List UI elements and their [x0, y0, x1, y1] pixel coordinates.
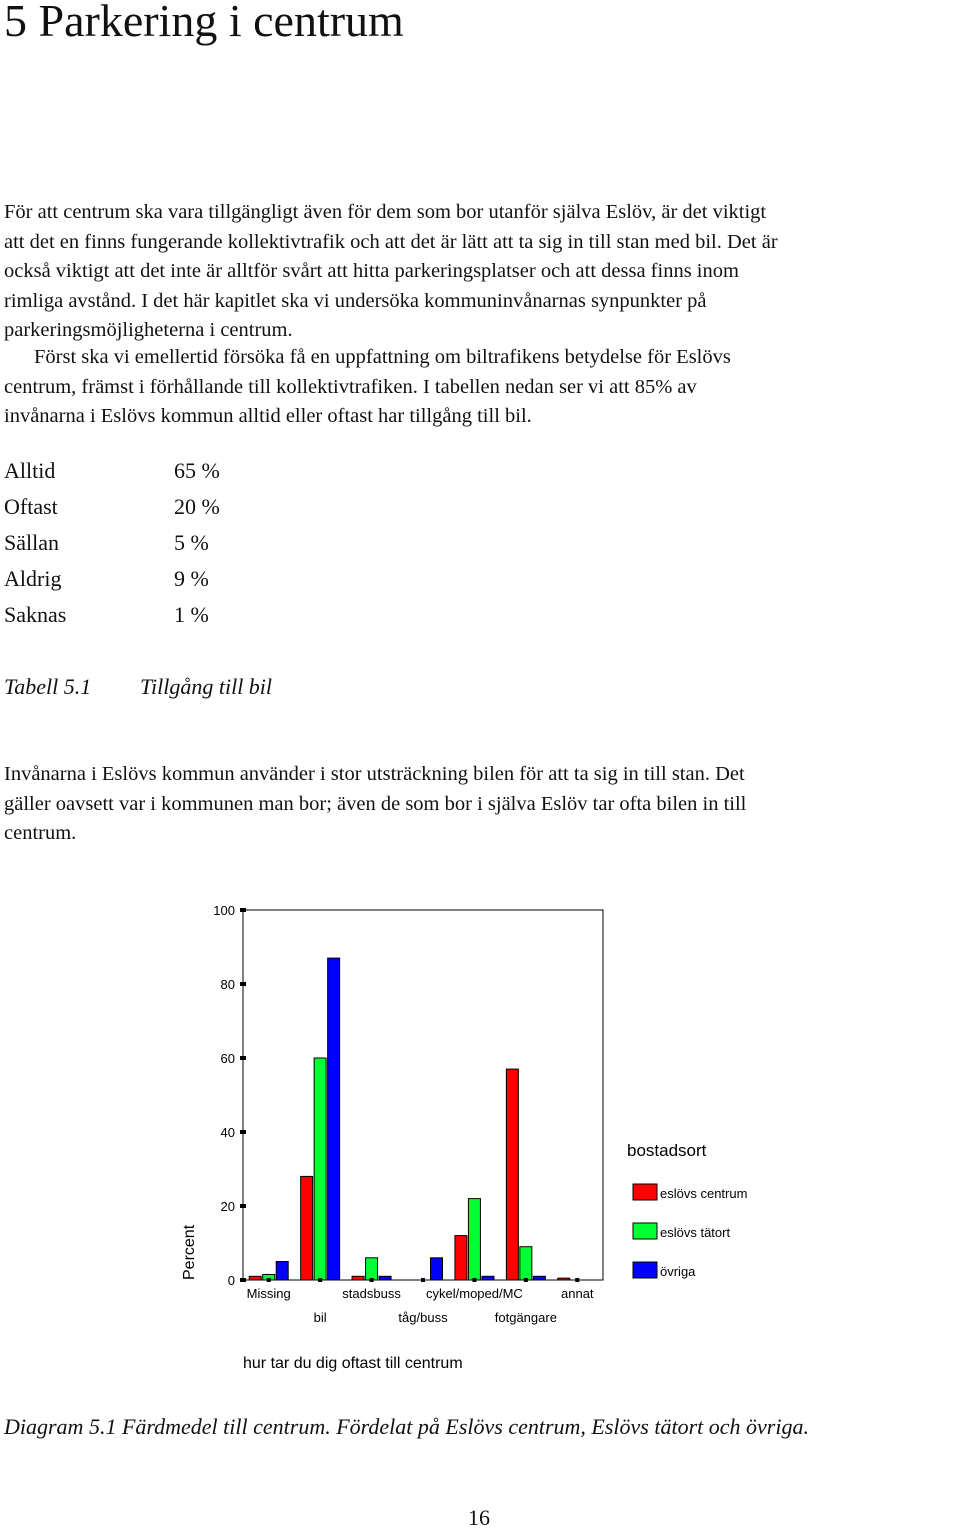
- y-axis-label: Percent: [181, 1224, 198, 1280]
- x-tick-mark: [575, 1278, 579, 1282]
- paragraph-line: gäller oavsett var i kommunen man bor; även de som bor i själva Eslöv tar ofta bilen in till: [4, 792, 747, 815]
- paragraph-line: centrum, främst i förhållande till kollektivtrafiken. I tabellen nedan ser vi att 85% av: [4, 375, 697, 398]
- legend-label: övriga: [660, 1264, 696, 1279]
- y-tick-mark: [240, 1130, 246, 1134]
- x-tick-mark: [524, 1278, 528, 1282]
- bar: [468, 1199, 480, 1280]
- table-value: 20 %: [174, 494, 220, 519]
- paragraph-line: Först ska vi emellertid försöka få en uppfattning om biltrafikens betydelse för Eslövs: [34, 346, 731, 368]
- legend-label: eslövs centrum: [660, 1186, 748, 1201]
- paragraph-line: parkeringsmöjligheterna i centrum.: [4, 319, 293, 341]
- bars-group: [249, 958, 579, 1282]
- y-tick-label: 80: [220, 977, 235, 992]
- legend-swatch: [633, 1184, 657, 1200]
- y-axis: [213, 903, 246, 1288]
- bar: [328, 958, 340, 1280]
- y-tick-label: 60: [220, 1051, 235, 1066]
- x-axis-labels: [247, 1286, 594, 1325]
- paragraph-line: att det en finns fungerande kollektivtrafik och att det är lätt att ta sig in till stan med bil. Det är: [4, 230, 778, 253]
- bar: [506, 1069, 518, 1280]
- x-tick-label: cykel/moped/MC: [426, 1286, 523, 1301]
- paragraph-line: För att centrum ska vara tillgängligt även för dem som bor utanför själva Eslöv, är det viktigt: [4, 201, 767, 223]
- bar: [379, 1276, 391, 1280]
- x-tick-label: tåg/buss: [398, 1310, 448, 1325]
- legend-label: eslövs tätort: [660, 1225, 731, 1240]
- x-tick-label: bil: [313, 1310, 327, 1325]
- legend-title: bostadsort: [627, 1141, 707, 1160]
- paragraph-line: rimliga avstånd. I det här kapitlet ska vi undersöka kommuninvånarnas synpunkter på: [4, 289, 707, 312]
- paragraph-line: centrum.: [4, 822, 77, 844]
- x-tick-mark: [370, 1278, 374, 1282]
- chapter-heading: 5 Parkering i centrum: [4, 0, 404, 46]
- x-tick-mark: [318, 1278, 322, 1282]
- x-axis-label: hur tar du dig oftast till centrum: [243, 1355, 463, 1372]
- x-tick-mark: [267, 1278, 271, 1282]
- table-value: 9 %: [174, 566, 209, 591]
- paragraph-line: Invånarna i Eslövs kommun använder i stor utsträckning bilen för att ta sig in till stan. Det: [4, 763, 745, 785]
- paragraph-line: också viktigt att det inte är alltför svårt att hitta parkeringsplatser och att dessa finns inom: [4, 260, 739, 282]
- table-label: Aldrig: [4, 566, 62, 591]
- y-tick-mark: [240, 1056, 246, 1060]
- y-tick-label: 40: [220, 1125, 235, 1140]
- bar: [352, 1276, 364, 1280]
- x-tick-label: fotgängare: [494, 1310, 557, 1325]
- table-label: Saknas: [4, 602, 67, 627]
- bar: [455, 1236, 467, 1280]
- table-label: Alltid: [4, 458, 56, 483]
- x-tick-mark: [421, 1278, 425, 1282]
- y-tick-mark: [240, 982, 246, 986]
- legend-swatch: [633, 1262, 657, 1278]
- bar: [301, 1176, 313, 1280]
- table-value: 65 %: [174, 458, 220, 483]
- bar: [314, 1058, 326, 1280]
- bar: [520, 1247, 532, 1280]
- bar: [249, 1276, 261, 1280]
- plot-frame: [243, 910, 603, 1280]
- diagram-caption: Diagram 5.1 Färdmedel till centrum. Fördelat på Eslövs centrum, Eslövs tätort och övriga.: [4, 1414, 809, 1439]
- x-tick-mark: [472, 1278, 476, 1282]
- bar: [558, 1278, 570, 1280]
- y-tick-label: 100: [213, 903, 235, 918]
- table-label: Sällan: [4, 530, 59, 555]
- y-tick-mark: [240, 1278, 246, 1282]
- x-tick-label: annat: [561, 1286, 594, 1301]
- y-tick-mark: [240, 1204, 246, 1208]
- paragraph-line: invånarna i Eslövs kommun alltid eller oftast har tillgång till bil.: [4, 405, 532, 427]
- bar: [276, 1262, 288, 1281]
- y-tick-label: 20: [220, 1199, 235, 1214]
- bar: [533, 1276, 545, 1280]
- x-tick-label: stadsbuss: [342, 1286, 401, 1301]
- legend-swatch: [633, 1223, 657, 1239]
- page-number: 16: [468, 1505, 490, 1530]
- bar: [482, 1276, 494, 1280]
- bar: [366, 1258, 378, 1280]
- y-tick-mark: [240, 908, 246, 912]
- table-label: Oftast: [4, 494, 58, 519]
- table-caption-text: Tillgång till bil: [140, 674, 273, 699]
- table-caption-number: Tabell 5.1: [4, 674, 92, 699]
- bar: [431, 1258, 443, 1280]
- x-tick-label: Missing: [246, 1286, 291, 1301]
- legend: [633, 1184, 747, 1279]
- y-tick-label: 0: [227, 1273, 235, 1288]
- table-value: 1 %: [174, 602, 209, 627]
- table-value: 5 %: [174, 530, 209, 555]
